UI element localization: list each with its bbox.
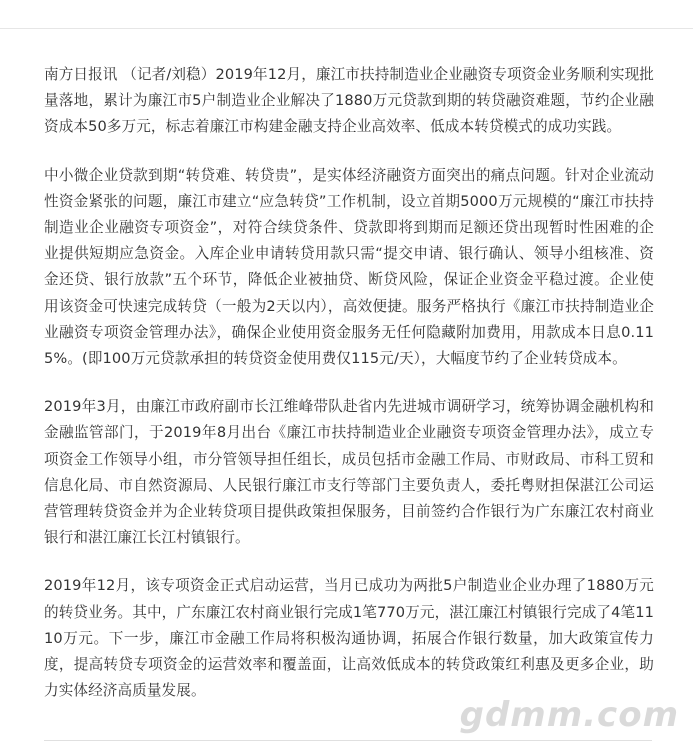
article-paragraph-4: 2019年12月，该专项资金正式启动运营，当月已成功为两批5户制造业企业办理了1880万元的转贷业务。其中，广东廉江农村商业银行完成1笔770万元，湛江廉江村镇银行完成了4笔1110万元。下一步，廉江市金融工作局将积极沟通协调，拓展合作银行数量，加大政策宣传力度，提高转贷专项资金的运营效率和覆盖面，让高效低成本的转贷政策红利惠及更多企业，助力实体经济高质量发展。: [44, 577, 654, 700]
site-watermark: gdmm.com: [459, 695, 679, 735]
article-paragraph-3: 2019年3月，由廉江市政府副市长江维峰带队赴省内先进城市调研学习，统筹协调金融机构和金融监管部门，于2019年8月出台《廉江市扶持制造业企业融资专项资金管理办法》，成立专项资金工作领导小组，市分管领导担任组长，成员包括市金融工作局、市财政局、市科工贸和信息化局、市自然资源局、人民银行廉江市支行等部门主要负责人，委托粤财担保湛江公司运营管理转贷资金并为企业转贷项目提供政策担保服务，目前签约合作银行为广东廉江农村商业银行和湛江廉江长江村镇银行。: [44, 398, 654, 547]
article-paragraph-2: 中小微企业贷款到期“转贷难、转贷贵”，是实体经济融资方面突出的痛点问题。针对企业流动性资金紧张的问题，廉江市建立“应急转贷”工作机制，设立首期5000万元规模的“廉江市扶持制造业企业融资专项资金”，对符合续贷条件、贷款即将到期而足额还贷出现暂时性困难的企业提供短期应急资金。入库企业申请转贷用款只需“提交申请、银行确认、领导小组核准、资金还贷、银行放款”五个环节，降低企业被抽贷、断贷风险，保证企业资金平稳过渡。企业使用该资金可快速完成转贷（一般为2天以内），高效便捷。服务严格执行《廉江市扶持制造业企业融资专项资金管理办法》，确保企业使用资金服务无任何隐藏附加费用，用款成本日息0.115%。(即100万元贷款承担的转贷资金使用费仅115元/天），大幅度节约了企业转贷成本。: [44, 166, 654, 368]
bottom-divider: [44, 740, 652, 741]
top-divider: [0, 28, 693, 29]
article-paragraph-1: 南方日报讯 （记者/刘稳）2019年12月，廉江市扶持制造业企业融资专项资金业务顺利实现批量落地，累计为廉江市5户制造业企业解决了1880万元贷款到期的转贷融资难题，节约企业融资成本50多万元，标志着廉江市构建金融支持企业高效率、低成本转贷模式的成功实践。: [44, 66, 654, 136]
article-body: [44, 62, 654, 726]
